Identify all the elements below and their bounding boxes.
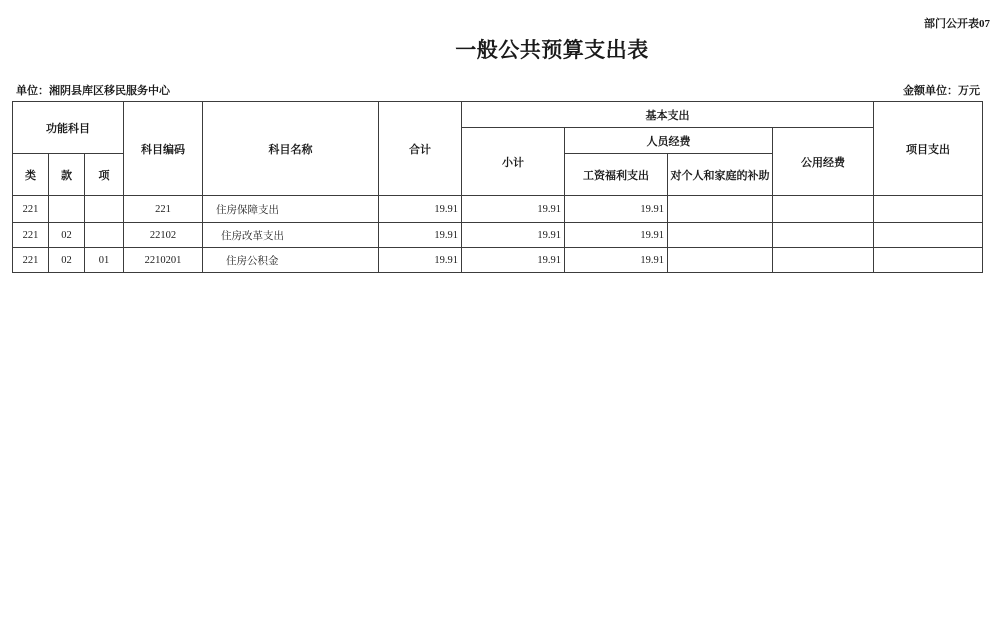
item-cell: 01	[85, 248, 124, 273]
budget-table	[12, 101, 983, 273]
header-salary-welfare: 工资福利支出	[565, 154, 668, 196]
subject-code-cell: 221	[124, 196, 203, 223]
header-public-funds: 公用经费	[773, 128, 874, 196]
subject-name-cell: 住房保障支出	[203, 196, 379, 223]
individual-family-subsidy-cell	[668, 223, 773, 248]
subject-name-cell: 住房改革支出	[203, 223, 379, 248]
table-row	[13, 248, 983, 273]
header-project-expenditure: 项目支出	[874, 102, 983, 196]
individual-family-subsidy-cell	[668, 248, 773, 273]
header-individual-family-subsidy: 对个人和家庭的补助	[668, 154, 773, 196]
header-personnel-funds: 人员经费	[565, 128, 773, 154]
class-cell: 221	[13, 223, 49, 248]
header-functional-subject: 功能科目	[13, 102, 124, 154]
section-cell: 02	[49, 223, 85, 248]
individual-family-subsidy-cell	[668, 196, 773, 223]
header-row-1	[13, 102, 983, 128]
subtotal-cell: 19.91	[462, 223, 565, 248]
salary-welfare-cell: 19.91	[565, 196, 668, 223]
subtotal-cell: 19.91	[462, 248, 565, 273]
total-cell: 19.91	[379, 196, 462, 223]
header-basic-expenditure: 基本支出	[462, 102, 874, 128]
project-expenditure-cell	[874, 248, 983, 273]
unit-label: 单位：湘阴县库区移民服务中心	[16, 85, 170, 97]
item-cell	[85, 223, 124, 248]
table-row	[13, 196, 983, 223]
header-subtotal: 小计	[462, 128, 565, 196]
salary-welfare-cell: 19.91	[565, 248, 668, 273]
header-subject-code: 科目编码	[124, 102, 203, 196]
meta-row	[16, 82, 980, 98]
subject-code-cell: 22102	[124, 223, 203, 248]
subtotal-cell: 19.91	[462, 196, 565, 223]
header-subject-name: 科目名称	[203, 102, 379, 196]
total-cell: 19.91	[379, 223, 462, 248]
project-expenditure-cell	[874, 223, 983, 248]
public-funds-cell	[773, 196, 874, 223]
subject-name-cell: 住房公积金	[203, 248, 379, 273]
header-section: 款	[49, 154, 85, 196]
corner-label: 部门公开表07	[924, 18, 990, 30]
public-funds-cell	[773, 248, 874, 273]
project-expenditure-cell	[874, 196, 983, 223]
header-total: 合计	[379, 102, 462, 196]
class-cell: 221	[13, 196, 49, 223]
amount-unit-label: 金额单位：万元	[903, 85, 980, 97]
header-class: 类	[13, 154, 49, 196]
section-cell: 02	[49, 248, 85, 273]
subject-code-cell: 2210201	[124, 248, 203, 273]
total-cell: 19.91	[379, 248, 462, 273]
section-cell	[49, 196, 85, 223]
item-cell	[85, 196, 124, 223]
class-cell: 221	[13, 248, 49, 273]
page-title: 一般公共预算支出表	[455, 39, 649, 62]
salary-welfare-cell: 19.91	[565, 223, 668, 248]
header-item: 项	[85, 154, 124, 196]
public-funds-cell	[773, 223, 874, 248]
table-row	[13, 223, 983, 248]
